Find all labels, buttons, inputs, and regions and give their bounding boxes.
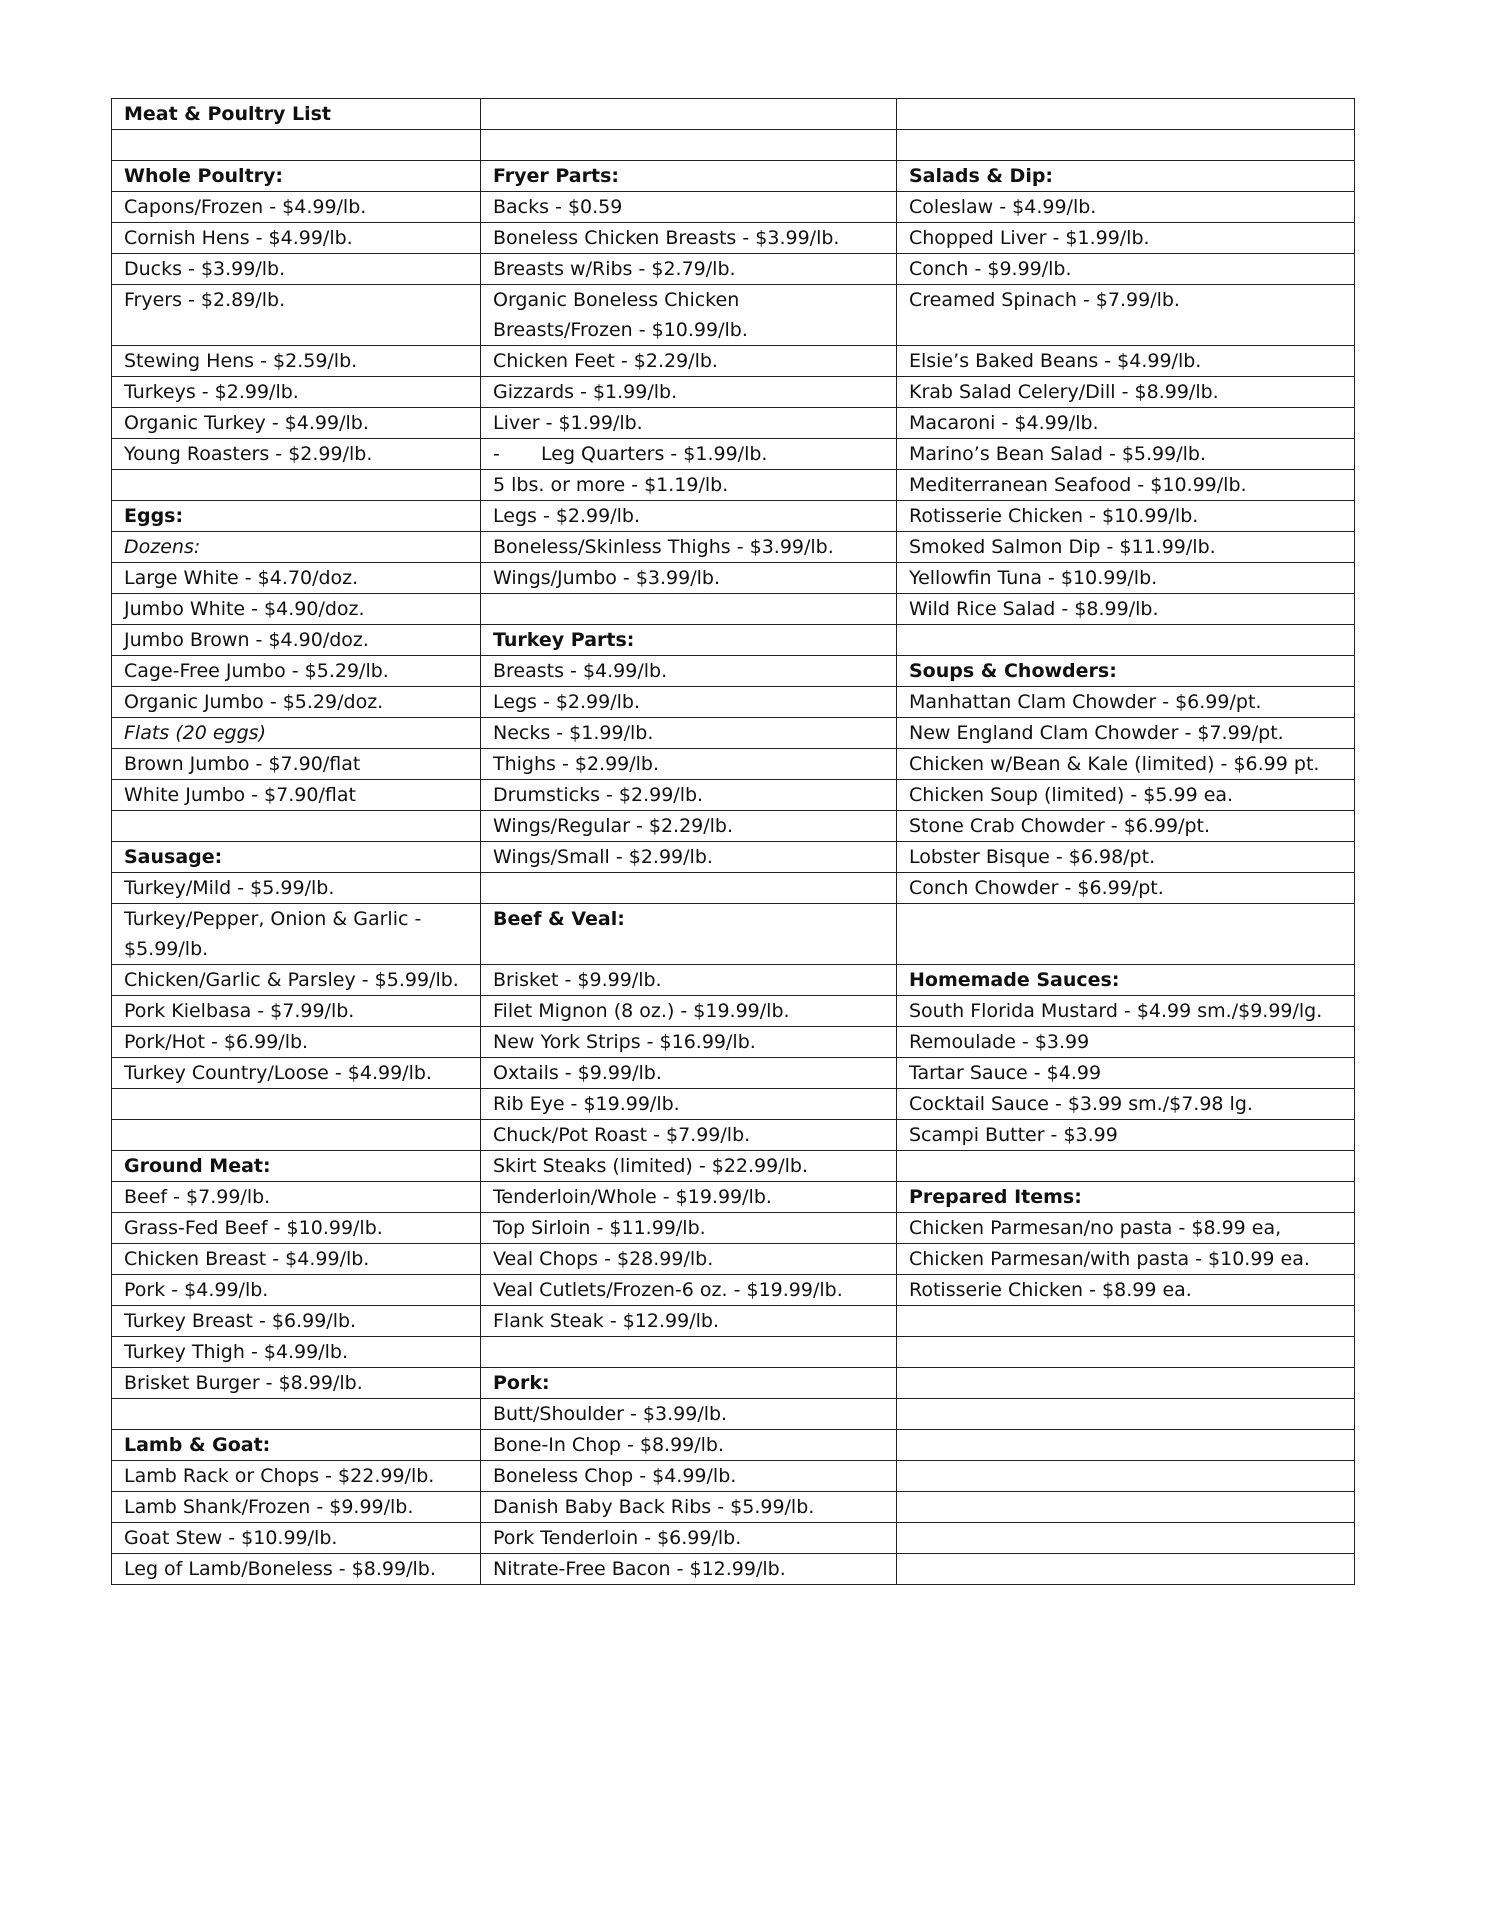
price-item: Chopped Liver - $1.99/lb. <box>897 222 1355 253</box>
table-row <box>112 253 1355 284</box>
table-row <box>112 964 1355 995</box>
price-item: Chicken Parmesan/no pasta - $8.99 ea, <box>897 1212 1355 1243</box>
table-row <box>112 1212 1355 1243</box>
price-item: Chicken Parmesan/with pasta - $10.99 ea. <box>897 1243 1355 1274</box>
price-item: Chuck/Pot Roast - $7.99/lb. <box>481 1119 897 1150</box>
section-heading: Eggs: <box>112 500 481 531</box>
price-item: Chicken w/Bean & Kale (limited) - $6.99 pt. <box>897 748 1355 779</box>
table-row <box>112 1243 1355 1274</box>
price-item: Turkey/Pepper, Onion & Garlic - $5.99/lb. <box>112 903 481 964</box>
table-row <box>112 995 1355 1026</box>
title-row <box>112 99 1355 130</box>
price-item: Scampi Butter - $3.99 <box>897 1119 1355 1150</box>
price-item: Conch - $9.99/lb. <box>897 253 1355 284</box>
spacer-row <box>112 130 1355 161</box>
table-row <box>112 191 1355 222</box>
table-row <box>112 841 1355 872</box>
table-row <box>112 1491 1355 1522</box>
list-title: Meat & Poultry List <box>112 99 481 130</box>
table-cell <box>897 1491 1355 1522</box>
table-row <box>112 222 1355 253</box>
table-cell <box>897 1398 1355 1429</box>
table-row <box>112 1336 1355 1367</box>
table-row <box>112 1057 1355 1088</box>
price-item: Elsie’s Baked Beans - $4.99/lb. <box>897 345 1355 376</box>
table-cell <box>897 1305 1355 1336</box>
table-cell <box>897 130 1355 161</box>
table-row <box>112 376 1355 407</box>
price-item: Stone Crab Chowder - $6.99/pt. <box>897 810 1355 841</box>
table-cell <box>112 810 481 841</box>
sub-item-dash: - <box>493 442 500 465</box>
section-heading: Fryer Parts: <box>481 160 897 191</box>
subsection-label: Flats (20 eggs) <box>112 717 481 748</box>
price-item: Chicken Breast - $4.99/lb. <box>112 1243 481 1274</box>
table-cell <box>897 1336 1355 1367</box>
price-item: Wings/Jumbo - $3.99/lb. <box>481 562 897 593</box>
table-cell <box>897 903 1355 964</box>
table-cell <box>112 1119 481 1150</box>
table-row <box>112 655 1355 686</box>
price-item: Liver - $1.99/lb. <box>481 407 897 438</box>
price-item: Organic Boneless Chicken Breasts/Frozen - $10.99/lb. <box>481 284 897 345</box>
table-row <box>112 1088 1355 1119</box>
table-row <box>112 284 1355 345</box>
price-item: Jumbo Brown - $4.90/doz. <box>112 624 481 655</box>
price-item: Pork Tenderloin - $6.99/lb. <box>481 1522 897 1553</box>
table-row <box>112 438 1355 469</box>
table-cell <box>897 624 1355 655</box>
price-item: Boneless Chicken Breasts - $3.99/lb. <box>481 222 897 253</box>
table-cell <box>897 1460 1355 1491</box>
section-heading: Sausage: <box>112 841 481 872</box>
price-item: Pork Kielbasa - $7.99/lb. <box>112 995 481 1026</box>
table-cell <box>112 469 481 500</box>
table-row <box>112 1460 1355 1491</box>
price-item: Tenderloin/Whole - $19.99/lb. <box>481 1181 897 1212</box>
table-row <box>112 1553 1355 1584</box>
price-item: Large White - $4.70/doz. <box>112 562 481 593</box>
price-item: Flank Steak - $12.99/lb. <box>481 1305 897 1336</box>
price-item: Thighs - $2.99/lb. <box>481 748 897 779</box>
price-item: Chicken Soup (limited) - $5.99 ea. <box>897 779 1355 810</box>
price-item: Rotisserie Chicken - $8.99 ea. <box>897 1274 1355 1305</box>
price-item: Mediterranean Seafood - $10.99/lb. <box>897 469 1355 500</box>
price-item: Goat Stew - $10.99/lb. <box>112 1522 481 1553</box>
table-row <box>112 160 1355 191</box>
price-item: South Florida Mustard - $4.99 sm./$9.99/lg. <box>897 995 1355 1026</box>
table-cell <box>481 872 897 903</box>
price-item: Marino’s Bean Salad - $5.99/lb. <box>897 438 1355 469</box>
price-item: Smoked Salmon Dip - $11.99/lb. <box>897 531 1355 562</box>
price-item: Remoulade - $3.99 <box>897 1026 1355 1057</box>
price-item: Veal Chops - $28.99/lb. <box>481 1243 897 1274</box>
section-heading: Turkey Parts: <box>481 624 897 655</box>
price-item: Chicken Feet - $2.29/lb. <box>481 345 897 376</box>
table-cell <box>897 1553 1355 1584</box>
price-item: Lobster Bisque - $6.98/pt. <box>897 841 1355 872</box>
table-row <box>112 531 1355 562</box>
table-row <box>112 1181 1355 1212</box>
table-cell <box>897 1367 1355 1398</box>
price-item: New York Strips - $16.99/lb. <box>481 1026 897 1057</box>
table-row <box>112 1367 1355 1398</box>
table-row <box>112 1522 1355 1553</box>
price-item: Turkey Thigh - $4.99/lb. <box>112 1336 481 1367</box>
table-cell <box>897 1150 1355 1181</box>
price-item: Boneless/Skinless Thighs - $3.99/lb. <box>481 531 897 562</box>
price-item: Top Sirloin - $11.99/lb. <box>481 1212 897 1243</box>
table-row <box>112 624 1355 655</box>
price-item: Rib Eye - $19.99/lb. <box>481 1088 897 1119</box>
price-item: Butt/Shoulder - $3.99/lb. <box>481 1398 897 1429</box>
price-item: Krab Salad Celery/Dill - $8.99/lb. <box>897 376 1355 407</box>
table-row <box>112 593 1355 624</box>
table-row <box>112 903 1355 964</box>
price-item: Macaroni - $4.99/lb. <box>897 407 1355 438</box>
price-item: Creamed Spinach - $7.99/lb. <box>897 284 1355 345</box>
table-row <box>112 872 1355 903</box>
price-item: Wild Rice Salad - $8.99/lb. <box>897 593 1355 624</box>
price-item: Organic Turkey - $4.99/lb. <box>112 407 481 438</box>
price-item: Backs - $0.59 <box>481 191 897 222</box>
table-row <box>112 500 1355 531</box>
subsection-label: Dozens: <box>112 531 481 562</box>
price-item: Pork - $4.99/lb. <box>112 1274 481 1305</box>
table-cell <box>481 99 897 130</box>
price-item: Turkey Breast - $6.99/lb. <box>112 1305 481 1336</box>
section-heading: Soups & Chowders: <box>897 655 1355 686</box>
table-row <box>112 779 1355 810</box>
price-item: Turkey Country/Loose - $4.99/lb. <box>112 1057 481 1088</box>
price-item: Conch Chowder - $6.99/pt. <box>897 872 1355 903</box>
price-item: Ducks - $3.99/lb. <box>112 253 481 284</box>
price-item: Capons/Frozen - $4.99/lb. <box>112 191 481 222</box>
price-item: Nitrate-Free Bacon - $12.99/lb. <box>481 1553 897 1584</box>
price-item: Lamb Rack or Chops - $22.99/lb. <box>112 1460 481 1491</box>
price-item: Pork/Hot - $6.99/lb. <box>112 1026 481 1057</box>
price-item: Leg of Lamb/Boneless - $8.99/lb. <box>112 1553 481 1584</box>
price-item: Wings/Regular - $2.29/lb. <box>481 810 897 841</box>
price-item: Veal Cutlets/Frozen-6 oz. - $19.99/lb. <box>481 1274 897 1305</box>
table-row <box>112 469 1355 500</box>
price-item: Fryers - $2.89/lb. <box>112 284 481 345</box>
table-row <box>112 1274 1355 1305</box>
table-cell <box>112 1088 481 1119</box>
price-item: Jumbo White - $4.90/doz. <box>112 593 481 624</box>
price-item: White Jumbo - $7.90/flat <box>112 779 481 810</box>
price-item: Leg Quarters - $1.99/lb. <box>541 442 768 465</box>
price-item: 5 lbs. or more - $1.19/lb. <box>481 469 897 500</box>
price-item: Legs - $2.99/lb. <box>481 500 897 531</box>
table-row <box>112 562 1355 593</box>
price-item: Wings/Small - $2.99/lb. <box>481 841 897 872</box>
table-row <box>112 1398 1355 1429</box>
price-item: Oxtails - $9.99/lb. <box>481 1057 897 1088</box>
table-row <box>112 1119 1355 1150</box>
price-item: Lamb Shank/Frozen - $9.99/lb. <box>112 1491 481 1522</box>
price-item: Beef - $7.99/lb. <box>112 1181 481 1212</box>
price-item: Rotisserie Chicken - $10.99/lb. <box>897 500 1355 531</box>
table-cell <box>112 1398 481 1429</box>
price-item: Brisket Burger - $8.99/lb. <box>112 1367 481 1398</box>
price-item: Necks - $1.99/lb. <box>481 717 897 748</box>
price-item: New England Clam Chowder - $7.99/pt. <box>897 717 1355 748</box>
price-item: Gizzards - $1.99/lb. <box>481 376 897 407</box>
price-item <box>481 438 897 469</box>
price-item: Skirt Steaks (limited) - $22.99/lb. <box>481 1150 897 1181</box>
table-cell <box>481 1336 897 1367</box>
price-item: Stewing Hens - $2.59/lb. <box>112 345 481 376</box>
price-item: Coleslaw - $4.99/lb. <box>897 191 1355 222</box>
price-item: Brisket - $9.99/lb. <box>481 964 897 995</box>
price-list-table <box>111 98 1355 1585</box>
table-cell <box>897 1429 1355 1460</box>
table-row <box>112 345 1355 376</box>
section-heading: Salads & Dip: <box>897 160 1355 191</box>
price-item: Legs - $2.99/lb. <box>481 686 897 717</box>
price-item: Yellowfin Tuna - $10.99/lb. <box>897 562 1355 593</box>
section-heading: Pork: <box>481 1367 897 1398</box>
table-row <box>112 1150 1355 1181</box>
price-item: Turkey/Mild - $5.99/lb. <box>112 872 481 903</box>
price-item: Danish Baby Back Ribs - $5.99/lb. <box>481 1491 897 1522</box>
section-heading: Homemade Sauces: <box>897 964 1355 995</box>
table-cell <box>897 1522 1355 1553</box>
price-item: Cornish Hens - $4.99/lb. <box>112 222 481 253</box>
table-row <box>112 717 1355 748</box>
price-item: Drumsticks - $2.99/lb. <box>481 779 897 810</box>
price-item: Turkeys - $2.99/lb. <box>112 376 481 407</box>
price-item: Cage-Free Jumbo - $5.29/lb. <box>112 655 481 686</box>
price-item: Chicken/Garlic & Parsley - $5.99/lb. <box>112 964 481 995</box>
price-item: Cocktail Sauce - $3.99 sm./$7.98 lg. <box>897 1088 1355 1119</box>
table-row <box>112 748 1355 779</box>
table-row <box>112 407 1355 438</box>
table-cell <box>481 130 897 161</box>
price-item: Young Roasters - $2.99/lb. <box>112 438 481 469</box>
table-cell <box>897 99 1355 130</box>
table-row <box>112 1305 1355 1336</box>
section-heading: Whole Poultry: <box>112 160 481 191</box>
price-item: Tartar Sauce - $4.99 <box>897 1057 1355 1088</box>
price-item: Manhattan Clam Chowder - $6.99/pt. <box>897 686 1355 717</box>
table-cell <box>112 130 481 161</box>
table-row <box>112 810 1355 841</box>
price-item: Grass-Fed Beef - $10.99/lb. <box>112 1212 481 1243</box>
price-item: Breasts w/Ribs - $2.79/lb. <box>481 253 897 284</box>
price-item: Boneless Chop - $4.99/lb. <box>481 1460 897 1491</box>
section-heading: Lamb & Goat: <box>112 1429 481 1460</box>
price-item: Brown Jumbo - $7.90/flat <box>112 748 481 779</box>
section-heading: Ground Meat: <box>112 1150 481 1181</box>
table-row <box>112 686 1355 717</box>
price-item: Filet Mignon (8 oz.) - $19.99/lb. <box>481 995 897 1026</box>
table-cell <box>481 593 897 624</box>
section-heading: Prepared Items: <box>897 1181 1355 1212</box>
section-heading: Beef & Veal: <box>481 903 897 964</box>
price-item: Bone-In Chop - $8.99/lb. <box>481 1429 897 1460</box>
table-row <box>112 1026 1355 1057</box>
price-item: Breasts - $4.99/lb. <box>481 655 897 686</box>
table-row <box>112 1429 1355 1460</box>
price-item: Organic Jumbo - $5.29/doz. <box>112 686 481 717</box>
